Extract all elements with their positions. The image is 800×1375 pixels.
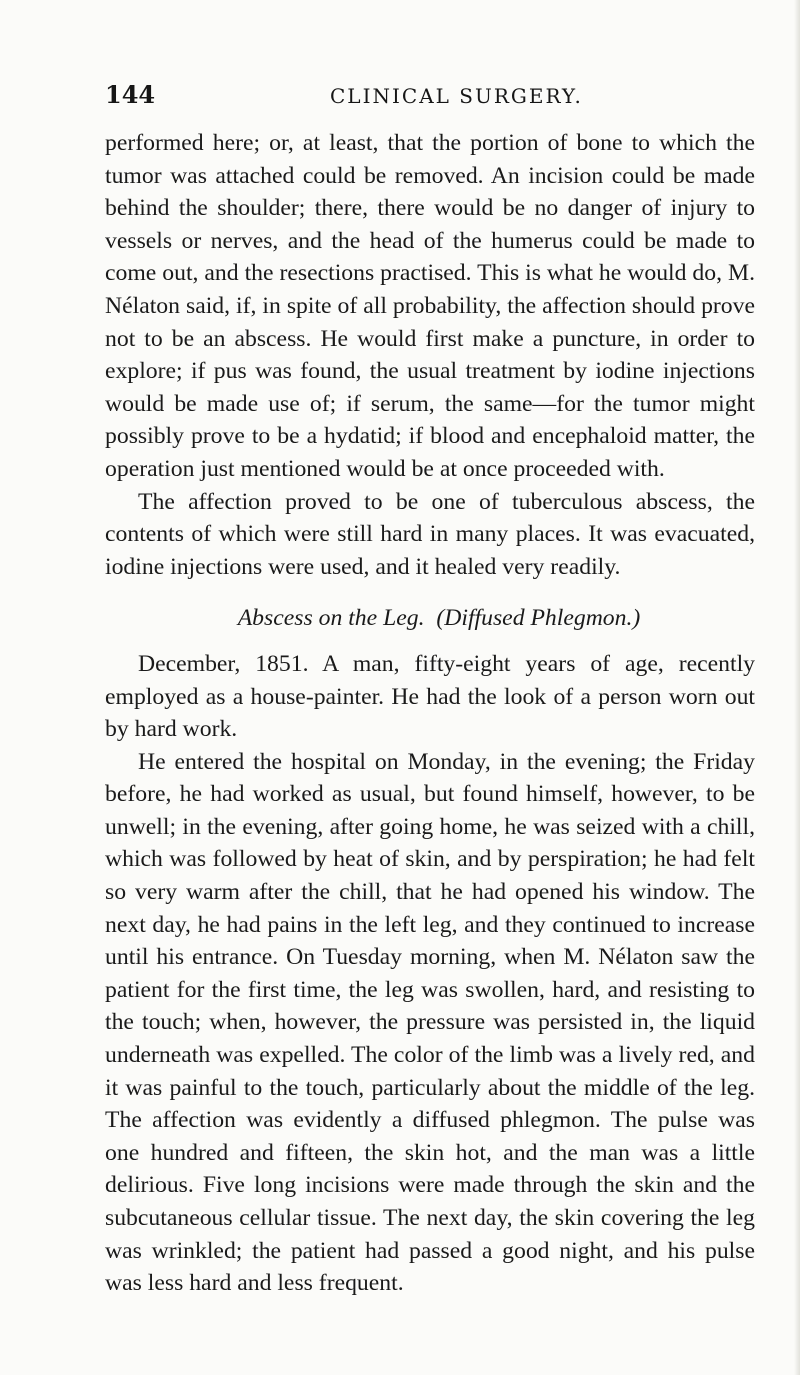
section-heading xyxy=(105,602,755,635)
body-text xyxy=(105,127,755,1300)
section-subtitle: (Diffused Phlegmon.) xyxy=(436,605,641,632)
paragraph-outcome: The affection proved to be one of tuberculous abscess, the contents of which were still hard in many places. It was evacuated, iodine injections were used, and it healed very readily. xyxy=(105,488,755,580)
running-title: CLINICAL SURGERY. xyxy=(330,84,583,108)
page-header xyxy=(105,80,755,110)
paragraph-case-intro: December, 1851. A man, fifty-eight years of age, recently employed as a house-painter. He had the look of a person worn out by hard work. xyxy=(105,650,755,743)
page-edge xyxy=(794,0,800,1375)
paragraph-continuation: performed here; or, at least, that the portion of bone to which the tumor was attached could be removed. An incision could be made behind the shoulder; there, there would be no danger of injury to vessels or nerves, and the head of the humerus could be made to come out, and the resections practised. This is what he would do, M. Nélaton said, if, in spite of all probability, the affection should prove not to be an abscess. He would first make a puncture, in order to explore; if pus was found, the usual treatment by iodine injections would be made use of; if serum, the same—for the tumor might possibly prove to be a hydatid; if blood and encephaloid matter, the operation just mentioned would be at once proceeded with. xyxy=(105,130,755,482)
page-number: 144 xyxy=(105,80,156,109)
section-title: Abscess on the Leg. xyxy=(237,605,425,632)
paragraph-case-history: He entered the hospital on Monday, in the evening; the Friday before, he had worked as usual, but found himself, however, to be unwell; in the evening, after going home, he was seized with a chill, which was followed by heat of skin, and by perspiration; he had felt so very warm after the chill, that he had opened his window. The next day, he had pains in the left leg, and they continued to increase until his entrance. On Tuesday morning, when M. Nélaton saw the patient for the first time, the leg was swollen, hard, and resisting to the touch; when, however, the pressure was persisted in, the liquid underneath was expelled. The color of the limb was a lively red, and it was painful to the touch, particularly about the middle of the leg. The affection was evidently a diffused phlegmon. The pulse was one hundred and fifteen, the skin hot, and the man was a little delirious. Five long incisions were made through the skin and the subcutaneous cellular tissue. The next day, the skin covering the leg was wrinkled; the patient had passed a good night, and his pulse was less hard and less frequent. xyxy=(105,748,755,1297)
